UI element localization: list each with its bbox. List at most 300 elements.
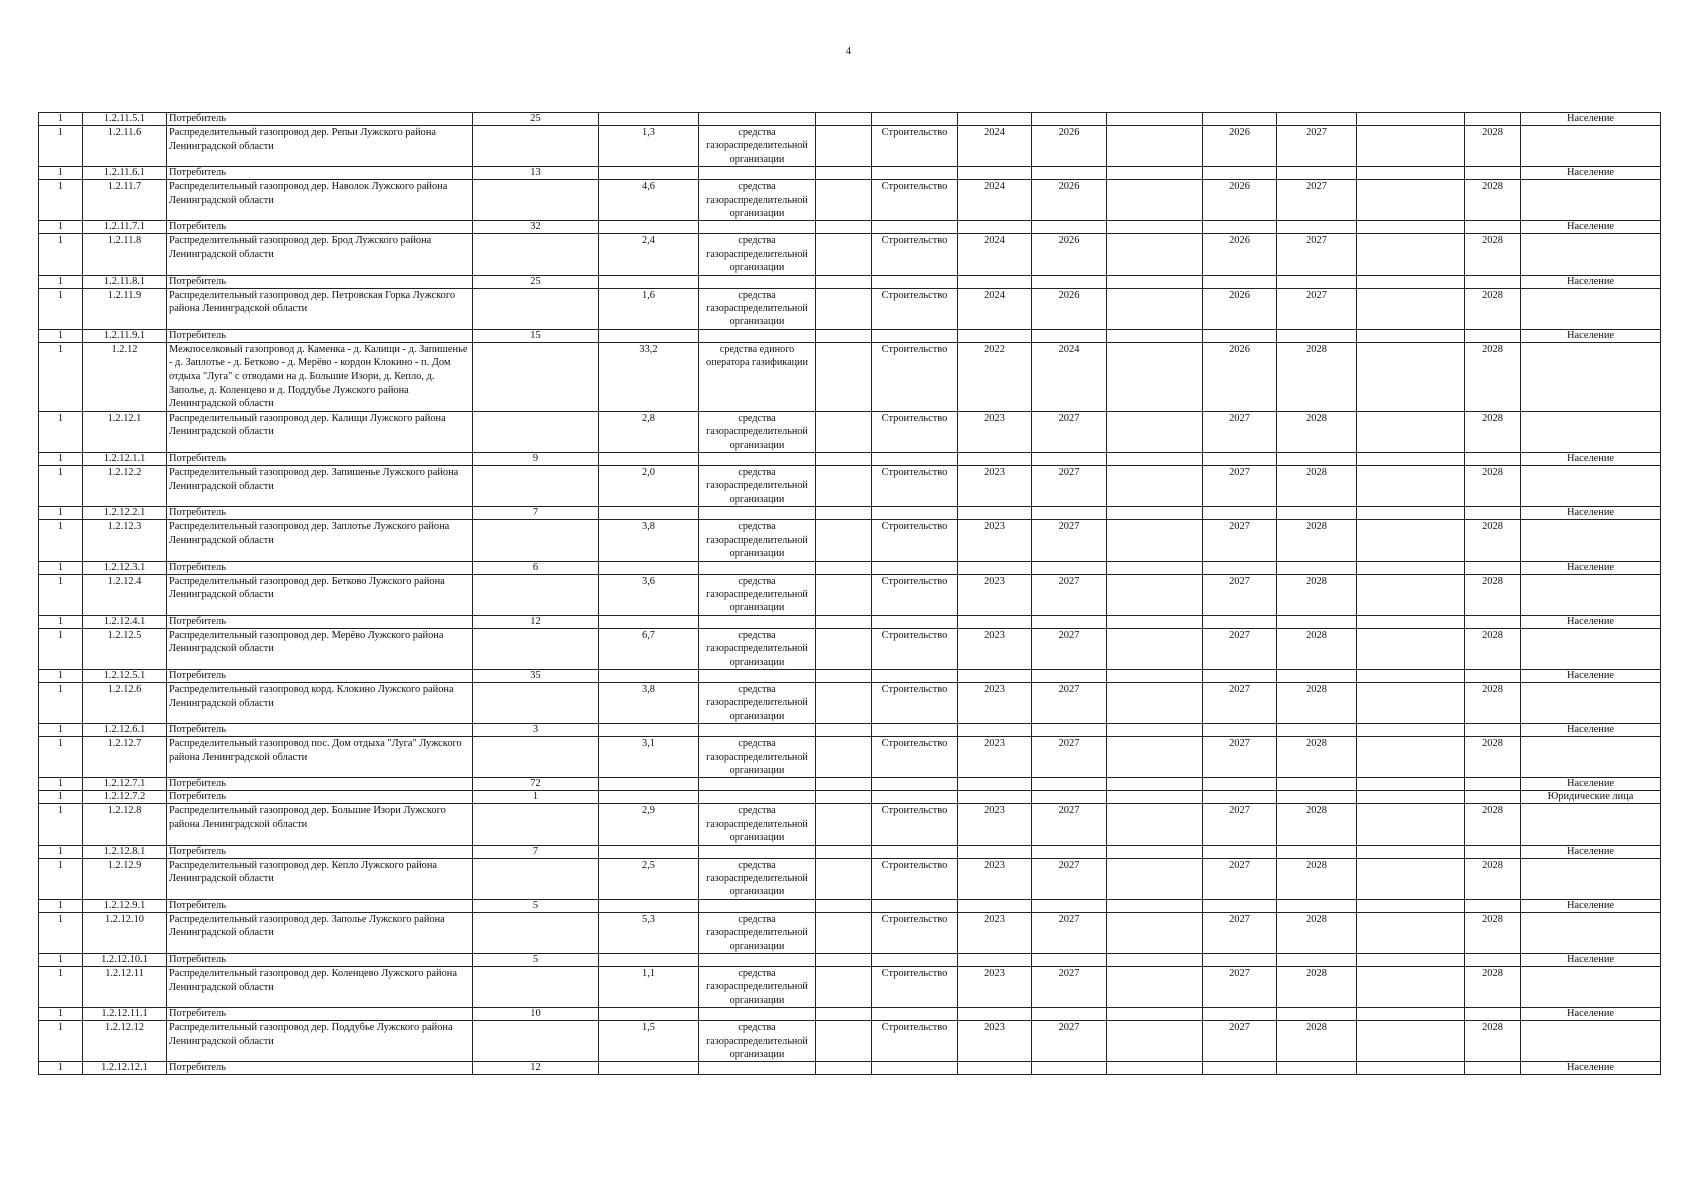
cell-empty <box>1357 737 1465 778</box>
cell-y2: 2027 <box>1032 682 1107 723</box>
cell-empty <box>1032 113 1107 126</box>
cell-empty <box>1357 669 1465 682</box>
cell-empty <box>872 329 958 342</box>
cell-empty <box>599 791 699 804</box>
cell-empty <box>1521 682 1661 723</box>
cell-empty <box>1032 899 1107 912</box>
cell-empty <box>816 126 872 167</box>
cell-name: Потребитель <box>167 275 473 288</box>
cell-empty <box>958 954 1032 967</box>
cell-len: 33,2 <box>599 342 699 411</box>
cell-len: 2,9 <box>599 804 699 845</box>
cell-empty <box>1203 1008 1277 1021</box>
cell-empty <box>1107 275 1203 288</box>
cell-name: Потребитель <box>167 1062 473 1075</box>
cell-empty <box>473 234 599 275</box>
cell-c1: 1 <box>39 288 83 329</box>
cell-empty <box>1107 899 1203 912</box>
cell-empty <box>699 845 816 858</box>
cell-code: 1.2.12.12 <box>83 1021 167 1062</box>
cell-empty <box>1107 804 1203 845</box>
cell-y1: 2023 <box>958 411 1032 452</box>
cell-c1: 1 <box>39 724 83 737</box>
cell-empty <box>599 221 699 234</box>
cell-empty <box>1357 1008 1465 1021</box>
cell-empty <box>1032 167 1107 180</box>
cell-code: 1.2.11.5.1 <box>83 113 167 126</box>
cell-code: 1.2.12.1 <box>83 411 167 452</box>
cell-empty <box>1277 845 1357 858</box>
cell-empty <box>473 520 599 561</box>
cell-cat: Население <box>1521 221 1661 234</box>
cell-empty <box>1203 845 1277 858</box>
cell-empty <box>872 275 958 288</box>
consumer-row <box>39 1062 1661 1075</box>
cell-c1: 1 <box>39 167 83 180</box>
gas-pipeline-table <box>38 112 1661 1075</box>
cell-code: 1.2.12.6.1 <box>83 724 167 737</box>
cell-empty <box>1357 804 1465 845</box>
cell-y3: 2026 <box>1203 342 1277 411</box>
cell-c1: 1 <box>39 342 83 411</box>
cell-len: 4,6 <box>599 180 699 221</box>
cell-len: 2,4 <box>599 234 699 275</box>
cell-y5: 2028 <box>1465 737 1521 778</box>
cell-empty <box>1521 804 1661 845</box>
cell-code: 1.2.12.1.1 <box>83 453 167 466</box>
cell-empty <box>816 329 872 342</box>
pipeline-row <box>39 234 1661 275</box>
cell-work: Строительство <box>872 411 958 452</box>
cell-empty <box>473 737 599 778</box>
cell-empty <box>958 615 1032 628</box>
cell-empty <box>1107 113 1203 126</box>
cell-empty <box>1107 845 1203 858</box>
cell-name: Потребитель <box>167 507 473 520</box>
cell-work: Строительство <box>872 628 958 669</box>
cell-empty <box>1357 791 1465 804</box>
cell-name: Потребитель <box>167 1008 473 1021</box>
cell-empty <box>699 669 816 682</box>
cell-empty <box>1357 234 1465 275</box>
cell-code: 1.2.11.6.1 <box>83 167 167 180</box>
cell-cat: Население <box>1521 845 1661 858</box>
consumer-row <box>39 615 1661 628</box>
cell-empty <box>872 167 958 180</box>
cell-y4: 2028 <box>1277 682 1357 723</box>
cell-y2: 2027 <box>1032 520 1107 561</box>
consumer-row <box>39 1008 1661 1021</box>
cell-y4: 2028 <box>1277 411 1357 452</box>
cell-empty <box>872 615 958 628</box>
cell-len: 6,7 <box>599 628 699 669</box>
cell-empty <box>599 954 699 967</box>
cell-c1: 1 <box>39 1062 83 1075</box>
cell-y4: 2028 <box>1277 858 1357 899</box>
cell-empty <box>1032 1062 1107 1075</box>
cell-work: Строительство <box>872 234 958 275</box>
cell-empty <box>1277 507 1357 520</box>
cell-y2: 2027 <box>1032 1021 1107 1062</box>
cell-empty <box>599 899 699 912</box>
cell-y4: 2028 <box>1277 804 1357 845</box>
cell-empty <box>1107 1008 1203 1021</box>
cell-empty <box>958 1062 1032 1075</box>
cell-y3: 2027 <box>1203 912 1277 953</box>
pipeline-row <box>39 342 1661 411</box>
cell-empty <box>1032 275 1107 288</box>
cell-y1: 2023 <box>958 1021 1032 1062</box>
cell-name: Потребитель <box>167 615 473 628</box>
cell-empty <box>1277 669 1357 682</box>
cell-empty <box>1521 180 1661 221</box>
cell-y3: 2027 <box>1203 804 1277 845</box>
cell-empty <box>1465 1062 1521 1075</box>
cell-y4: 2028 <box>1277 1021 1357 1062</box>
cell-c1: 1 <box>39 669 83 682</box>
cell-code: 1.2.12.2.1 <box>83 507 167 520</box>
cell-empty <box>699 791 816 804</box>
cell-y1: 2024 <box>958 126 1032 167</box>
cell-qty: 15 <box>473 329 599 342</box>
cell-code: 1.2.12.12.1 <box>83 1062 167 1075</box>
cell-empty <box>699 329 816 342</box>
cell-empty <box>473 804 599 845</box>
consumer-row <box>39 954 1661 967</box>
cell-empty <box>1277 1008 1357 1021</box>
cell-y4: 2028 <box>1277 967 1357 1008</box>
cell-len: 2,8 <box>599 411 699 452</box>
cell-empty <box>958 453 1032 466</box>
pipeline-row <box>39 737 1661 778</box>
cell-y3: 2027 <box>1203 466 1277 507</box>
cell-y5: 2028 <box>1465 466 1521 507</box>
cell-empty <box>1277 899 1357 912</box>
cell-work: Строительство <box>872 342 958 411</box>
cell-name: Распределительный газопровод дер. Репьи Лужского района Ленинградской области <box>167 126 473 167</box>
cell-y2: 2027 <box>1032 411 1107 452</box>
pipeline-row <box>39 682 1661 723</box>
consumer-row <box>39 221 1661 234</box>
cell-code: 1.2.12.9.1 <box>83 899 167 912</box>
cell-name: Распределительный газопровод корд. Клокино Лужского района Ленинградской области <box>167 682 473 723</box>
cell-empty <box>1032 615 1107 628</box>
cell-code: 1.2.12.3.1 <box>83 561 167 574</box>
cell-c1: 1 <box>39 628 83 669</box>
cell-empty <box>1107 615 1203 628</box>
cell-code: 1.2.12.11.1 <box>83 1008 167 1021</box>
cell-empty <box>1203 615 1277 628</box>
cell-empty <box>1465 845 1521 858</box>
cell-cat: Население <box>1521 954 1661 967</box>
cell-name: Потребитель <box>167 778 473 791</box>
cell-empty <box>1465 724 1521 737</box>
cell-len: 3,1 <box>599 737 699 778</box>
cell-work: Строительство <box>872 520 958 561</box>
cell-empty <box>599 167 699 180</box>
cell-c1: 1 <box>39 1008 83 1021</box>
cell-len: 1,1 <box>599 967 699 1008</box>
cell-empty <box>872 507 958 520</box>
cell-y5: 2028 <box>1465 858 1521 899</box>
cell-empty <box>1277 724 1357 737</box>
cell-empty <box>599 669 699 682</box>
cell-empty <box>1357 967 1465 1008</box>
cell-name: Потребитель <box>167 845 473 858</box>
cell-empty <box>816 234 872 275</box>
cell-empty <box>1465 507 1521 520</box>
cell-empty <box>1277 113 1357 126</box>
cell-code: 1.2.12.10.1 <box>83 954 167 967</box>
cell-empty <box>958 791 1032 804</box>
consumer-row <box>39 329 1661 342</box>
cell-empty <box>1277 561 1357 574</box>
cell-empty <box>1107 1062 1203 1075</box>
cell-empty <box>1521 126 1661 167</box>
cell-y1: 2022 <box>958 342 1032 411</box>
cell-cat: Население <box>1521 275 1661 288</box>
cell-empty <box>1357 954 1465 967</box>
cell-empty <box>1357 1062 1465 1075</box>
pipeline-row <box>39 126 1661 167</box>
cell-code: 1.2.11.9 <box>83 288 167 329</box>
consumer-row <box>39 791 1661 804</box>
cell-empty <box>1521 858 1661 899</box>
cell-len: 2,0 <box>599 466 699 507</box>
cell-fund: средства газораспределительной организации <box>699 520 816 561</box>
cell-empty <box>816 466 872 507</box>
cell-y5: 2028 <box>1465 682 1521 723</box>
consumer-row <box>39 561 1661 574</box>
cell-work: Строительство <box>872 912 958 953</box>
cell-empty <box>1107 520 1203 561</box>
cell-empty <box>473 1021 599 1062</box>
cell-y2: 2027 <box>1032 804 1107 845</box>
cell-work: Строительство <box>872 1021 958 1062</box>
cell-empty <box>1107 778 1203 791</box>
cell-name: Распределительный газопровод дер. Брод Лужского района Ленинградской области <box>167 234 473 275</box>
cell-len: 3,6 <box>599 574 699 615</box>
cell-empty <box>816 453 872 466</box>
cell-empty <box>1107 791 1203 804</box>
cell-empty <box>816 1021 872 1062</box>
cell-empty <box>1277 329 1357 342</box>
cell-len: 3,8 <box>599 520 699 561</box>
cell-empty <box>1203 167 1277 180</box>
consumer-row <box>39 113 1661 126</box>
pipeline-row <box>39 1021 1661 1062</box>
cell-cat: Население <box>1521 615 1661 628</box>
cell-empty <box>1357 342 1465 411</box>
cell-y5: 2028 <box>1465 411 1521 452</box>
cell-y4: 2028 <box>1277 628 1357 669</box>
cell-c1: 1 <box>39 804 83 845</box>
cell-c1: 1 <box>39 845 83 858</box>
cell-empty <box>816 778 872 791</box>
cell-code: 1.2.12.11 <box>83 967 167 1008</box>
cell-empty <box>1277 615 1357 628</box>
cell-y3: 2026 <box>1203 126 1277 167</box>
cell-code: 1.2.12.3 <box>83 520 167 561</box>
cell-empty <box>872 113 958 126</box>
cell-fund: средства газораспределительной организации <box>699 466 816 507</box>
cell-empty <box>872 778 958 791</box>
cell-empty <box>816 615 872 628</box>
cell-empty <box>1465 669 1521 682</box>
cell-empty <box>1465 113 1521 126</box>
cell-y2: 2027 <box>1032 967 1107 1008</box>
cell-c1: 1 <box>39 1021 83 1062</box>
cell-empty <box>816 507 872 520</box>
cell-y5: 2028 <box>1465 967 1521 1008</box>
cell-empty <box>1465 899 1521 912</box>
cell-empty <box>1357 180 1465 221</box>
cell-empty <box>1357 520 1465 561</box>
cell-len: 1,3 <box>599 126 699 167</box>
cell-empty <box>1203 791 1277 804</box>
cell-empty <box>1521 967 1661 1008</box>
cell-empty <box>473 411 599 452</box>
cell-empty <box>958 1008 1032 1021</box>
cell-empty <box>1107 737 1203 778</box>
cell-empty <box>599 453 699 466</box>
cell-empty <box>816 574 872 615</box>
cell-code: 1.2.12.9 <box>83 858 167 899</box>
pipeline-row <box>39 520 1661 561</box>
pipeline-row <box>39 628 1661 669</box>
cell-empty <box>1465 329 1521 342</box>
cell-empty <box>1357 899 1465 912</box>
cell-qty: 1 <box>473 791 599 804</box>
cell-y3: 2027 <box>1203 520 1277 561</box>
cell-y2: 2027 <box>1032 737 1107 778</box>
cell-c1: 1 <box>39 180 83 221</box>
cell-y1: 2024 <box>958 288 1032 329</box>
pipeline-row <box>39 912 1661 953</box>
cell-empty <box>958 113 1032 126</box>
consumer-row <box>39 453 1661 466</box>
cell-qty: 13 <box>473 167 599 180</box>
cell-empty <box>816 954 872 967</box>
cell-len: 5,3 <box>599 912 699 953</box>
cell-name: Потребитель <box>167 954 473 967</box>
cell-empty <box>1107 669 1203 682</box>
cell-cat: Население <box>1521 507 1661 520</box>
cell-empty <box>816 628 872 669</box>
cell-empty <box>1357 615 1465 628</box>
cell-empty <box>473 288 599 329</box>
cell-empty <box>699 275 816 288</box>
cell-qty: 6 <box>473 561 599 574</box>
cell-empty <box>816 1062 872 1075</box>
cell-empty <box>1032 561 1107 574</box>
cell-work: Строительство <box>872 288 958 329</box>
consumer-row <box>39 507 1661 520</box>
cell-c1: 1 <box>39 507 83 520</box>
cell-empty <box>699 899 816 912</box>
cell-cat: Население <box>1521 669 1661 682</box>
cell-empty <box>1465 778 1521 791</box>
cell-empty <box>1357 275 1465 288</box>
cell-code: 1.2.12.7.2 <box>83 791 167 804</box>
cell-code: 1.2.12.2 <box>83 466 167 507</box>
cell-y2: 2026 <box>1032 234 1107 275</box>
cell-c1: 1 <box>39 737 83 778</box>
cell-cat: Население <box>1521 1062 1661 1075</box>
cell-y1: 2023 <box>958 967 1032 1008</box>
cell-empty <box>1107 167 1203 180</box>
cell-empty <box>699 507 816 520</box>
cell-cat: Население <box>1521 724 1661 737</box>
cell-name: Потребитель <box>167 669 473 682</box>
cell-empty <box>816 682 872 723</box>
cell-c1: 1 <box>39 466 83 507</box>
cell-y3: 2026 <box>1203 234 1277 275</box>
cell-empty <box>599 615 699 628</box>
cell-qty: 32 <box>473 221 599 234</box>
cell-empty <box>816 411 872 452</box>
cell-empty <box>1107 342 1203 411</box>
cell-code: 1.2.11.8 <box>83 234 167 275</box>
cell-y1: 2024 <box>958 180 1032 221</box>
cell-empty <box>1277 791 1357 804</box>
cell-empty <box>1107 574 1203 615</box>
cell-empty <box>1521 288 1661 329</box>
cell-empty <box>1107 561 1203 574</box>
cell-name: Распределительный газопровод дер. Мерёво Лужского района Ленинградской области <box>167 628 473 669</box>
cell-empty <box>473 126 599 167</box>
cell-empty <box>1107 411 1203 452</box>
cell-c1: 1 <box>39 858 83 899</box>
cell-empty <box>473 858 599 899</box>
cell-empty <box>1107 628 1203 669</box>
cell-empty <box>1357 453 1465 466</box>
consumer-row <box>39 899 1661 912</box>
cell-empty <box>599 778 699 791</box>
cell-y3: 2027 <box>1203 858 1277 899</box>
cell-empty <box>473 682 599 723</box>
cell-empty <box>1203 453 1277 466</box>
cell-y2: 2027 <box>1032 858 1107 899</box>
cell-cat: Юридические лица <box>1521 791 1661 804</box>
cell-work: Строительство <box>872 737 958 778</box>
cell-cat: Население <box>1521 561 1661 574</box>
cell-empty <box>1357 329 1465 342</box>
cell-y3: 2027 <box>1203 737 1277 778</box>
cell-empty <box>816 342 872 411</box>
cell-empty <box>1357 1021 1465 1062</box>
pipeline-row <box>39 574 1661 615</box>
cell-y1: 2023 <box>958 628 1032 669</box>
cell-empty <box>1521 574 1661 615</box>
cell-fund: средства газораспределительной организации <box>699 411 816 452</box>
cell-empty <box>1277 275 1357 288</box>
cell-empty <box>958 561 1032 574</box>
cell-empty <box>1521 737 1661 778</box>
cell-y4: 2027 <box>1277 126 1357 167</box>
cell-name: Распределительный газопровод дер. Наволок Лужского района Ленинградской области <box>167 180 473 221</box>
cell-y3: 2026 <box>1203 288 1277 329</box>
cell-empty <box>872 561 958 574</box>
cell-empty <box>872 453 958 466</box>
cell-empty <box>1107 912 1203 953</box>
cell-work: Строительство <box>872 574 958 615</box>
cell-empty <box>872 845 958 858</box>
pipeline-row <box>39 288 1661 329</box>
cell-empty <box>699 778 816 791</box>
cell-y5: 2028 <box>1465 628 1521 669</box>
consumer-row <box>39 275 1661 288</box>
